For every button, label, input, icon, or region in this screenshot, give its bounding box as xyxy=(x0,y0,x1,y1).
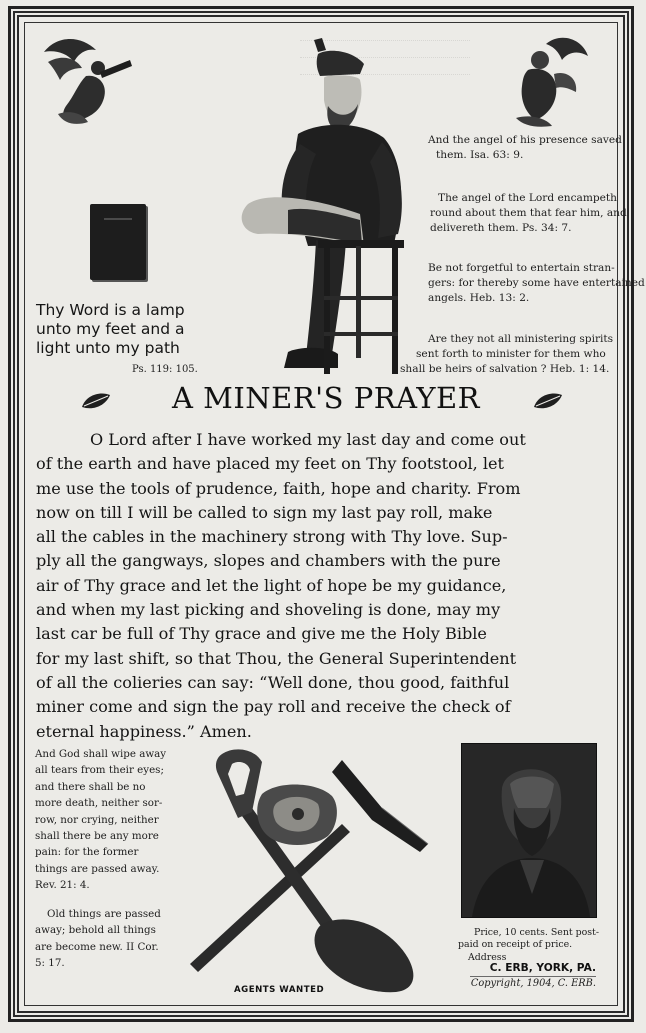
agents-wanted-notice: AGENTS WANTED xyxy=(234,985,325,995)
pick-and-shovel-icon xyxy=(182,744,446,994)
divider xyxy=(470,976,596,977)
portrait-photograph xyxy=(461,743,597,918)
verse-line: all tears from their eyes; xyxy=(35,764,164,777)
publisher-address: C. ERB, YORK, PA. xyxy=(489,962,596,974)
revelation-verse xyxy=(35,746,185,894)
prayer-line: and when my last picking and shoveling is done, may my xyxy=(36,600,501,620)
price-note xyxy=(454,927,599,952)
lamp-verse-line: Thy Word is a lamp xyxy=(36,301,185,319)
page-title: A MINER'S PRAYER xyxy=(171,381,480,415)
verse-line: more death, neither sor- xyxy=(35,797,163,810)
prayer-line: of the earth and have placed my feet on Thy footstool, let xyxy=(36,454,505,474)
verse-line: Are they not all ministering spirits xyxy=(428,333,614,345)
verse-line: round about them that fear him, and xyxy=(430,207,627,219)
prayer-line: eternal happiness.” Amen. xyxy=(36,721,252,741)
verse-line: angels. Heb. 13: 2. xyxy=(428,292,530,304)
prayer-line: of all the colieries can say: “Well done, thou good, faithful xyxy=(36,672,510,692)
verse-isaiah xyxy=(428,133,622,163)
verse-line: them. Isa. 63: 9. xyxy=(436,149,524,161)
lamp-verse-line: unto my feet and a xyxy=(36,320,185,338)
prayer-line: me use the tools of prudence, faith, hope and charity. From xyxy=(36,478,521,498)
verse-hebrews-1 xyxy=(400,332,614,377)
address-label: Address xyxy=(468,952,507,963)
verse-line: away; behold all things xyxy=(35,924,156,937)
verse-line: And God shall wipe away xyxy=(35,748,167,760)
prayer-line: O Lord after I have worked my last day and come out xyxy=(90,430,526,449)
prayer-text xyxy=(36,428,604,744)
price-line: paid on receipt of price. xyxy=(458,939,573,951)
verse-hebrews-13 xyxy=(428,261,645,306)
lamp-verse-line: light unto my path xyxy=(36,339,180,357)
copyright-notice: Copyright, 1904, C. ERB. xyxy=(470,978,596,989)
lamp-verse-reference: Ps. 119: 105. xyxy=(132,364,198,375)
miner-photograph xyxy=(228,34,422,378)
verse-line: shall there be any more xyxy=(35,830,159,843)
corinthians-verse xyxy=(35,906,185,972)
verse-line: And the angel of his presence saved xyxy=(428,134,622,146)
verse-line: gers: for thereby some have entertained xyxy=(428,277,645,289)
prayer-line: for my last shift, so that Thou, the General Superintendent xyxy=(36,648,517,668)
angel-child-icon xyxy=(506,34,592,128)
prayer-line: now on till I will be called to sign my last pay roll, make xyxy=(36,502,493,522)
verse-line: 5: 17. xyxy=(35,957,65,970)
verse-line: sent forth to minister for them who xyxy=(416,348,606,360)
prayer-line: last car be full of Thy grace and give me the Holy Bible xyxy=(36,624,487,644)
verse-line: and there shall be no xyxy=(35,780,146,793)
oak-leaf-icon xyxy=(80,391,112,411)
price-line: Price, 10 cents. Sent post- xyxy=(474,927,599,938)
prayer-line: miner come and sign the pay roll and receive the check of xyxy=(36,697,511,717)
bible-icon xyxy=(90,204,146,280)
verse-psalm-34 xyxy=(430,191,627,236)
prayer-line: ply all the gangways, slopes and chambers with the pure xyxy=(36,551,501,571)
prayer-line: air of Thy grace and let the light of hope be my guidance, xyxy=(36,575,507,595)
verse-line: are become new. II Cor. xyxy=(35,940,159,953)
headline-row xyxy=(74,381,574,421)
verse-line: Old things are passed xyxy=(47,908,161,920)
verse-line: The angel of the Lord encampeth xyxy=(438,192,617,204)
angel-trumpet-icon xyxy=(38,32,142,128)
oak-leaf-icon xyxy=(532,391,564,411)
verse-line: row, nor crying, neither xyxy=(35,813,159,826)
prayer-line: all the cables in the machinery strong with Thy love. Sup- xyxy=(36,527,508,547)
verse-line: pain: for the former xyxy=(35,846,139,859)
verse-line: shall be heirs of salvation ? Heb. 1: 14. xyxy=(400,363,610,375)
verse-line: things are passed away. xyxy=(35,862,160,875)
verse-line: Rev. 21: 4. xyxy=(35,879,90,892)
verse-line: Be not forgetful to entertain stran- xyxy=(428,262,615,274)
lamp-verse xyxy=(36,301,226,358)
verse-line: delivereth them. Ps. 34: 7. xyxy=(430,222,572,234)
